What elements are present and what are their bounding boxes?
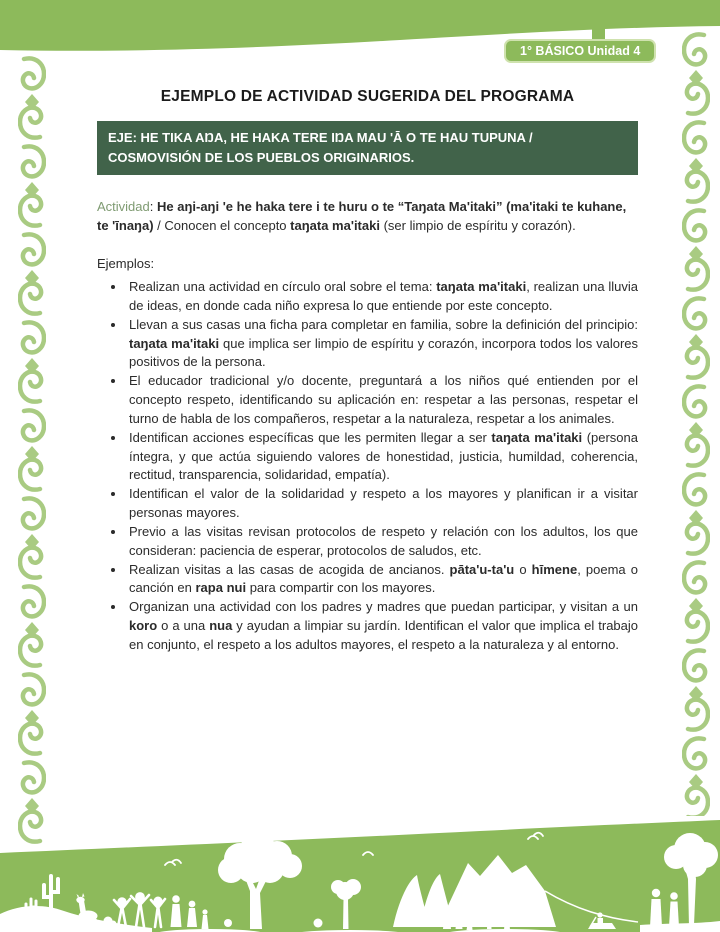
list-item: • Realizan una actividad en círculo oral sobre el tema: taŋata ma'itaki, realizan una lluvia de ideas, en donde cada niño expresa lo que entiende por este concepto. <box>126 278 638 316</box>
list-item: • Llevan a sus casas una ficha para completar en familia, sobre la definición del principio: taŋata ma'itaki que implica ser limpio de espíritu y corazón, incorpora todos los valores positivos de la persona. <box>126 316 638 373</box>
koru-border-right-icon <box>682 30 710 816</box>
examples-list <box>97 278 638 655</box>
list-item: • Previo a las visitas revisan protocolos de respeto y relación con los adultos, los que consideran: paciencia de esperar, protocolos de saludos, etc. <box>126 523 638 561</box>
document-content <box>97 88 638 655</box>
activity-label: Actividad <box>97 199 150 215</box>
examples-label: Ejemplos: <box>97 255 155 271</box>
list-item: • Identifican acciones específicas que les permiten llegar a ser taŋata ma'itaki (persona íntegra, y que actúa siguiendo valores de honestidad, justicia, humildad, coherencia, rectitud, transparencia, solidaridad, empatía). <box>126 429 638 486</box>
unit-badge: 1° BÁSICO Unidad 4 <box>504 39 656 63</box>
activity-text: He aŋi-aŋi 'e he haka tere i te huru o te “Taŋata Ma'itaki” (ma'itaki te kuhane, te 'īnaŋa) / Conocen el concepto taŋata ma'itaki (ser limpio de espíritu y corazón). <box>97 199 627 234</box>
activity-paragraph <box>97 198 638 236</box>
activity-colon: : <box>149 199 157 215</box>
footer-green-band <box>0 820 720 932</box>
footer-landscape-art <box>0 817 720 932</box>
eje-banner: EJE: HE TIKA AŊA, HE HAKA TERE IŊA MAU 'Ā O TE HAU TUPUNA / COSMOVISIÓN DE LOS PUEBLOS ORIGINARIOS. <box>97 121 638 175</box>
list-item: • Realizan visitas a las casas de acogida de ancianos. pāta'u-ta'u o hīmene, poema o canción en rapa nui para compartir con los mayores. <box>126 561 638 599</box>
list-item: • Identifican el valor de la solidaridad y respeto a los mayores y planifican ir a visitar personas mayores. <box>126 485 638 523</box>
list-item: • Organizan una actividad con los padres y madres que puedan participar, y visitan a un koro o a una nua y ayudan a limpiar su jardín. Identifican el valor que implica el trabajo en conjunto, el respeto a los adultos mayores, el respeto a la naturaleza y al entorno. <box>126 598 638 655</box>
list-item: • El educador tradicional y/o docente, preguntará a los niños qué entienden por el concepto respeto, identificando su aplicación en: respetar a las personas, respetar el turno de habla de los compañeros, respetar a la naturaleza, respetar a los animales. <box>126 372 638 429</box>
koru-border-left-icon <box>18 54 46 844</box>
page-title: EJEMPLO DE ACTIVIDAD SUGERIDA DEL PROGRAMA <box>160 88 575 105</box>
